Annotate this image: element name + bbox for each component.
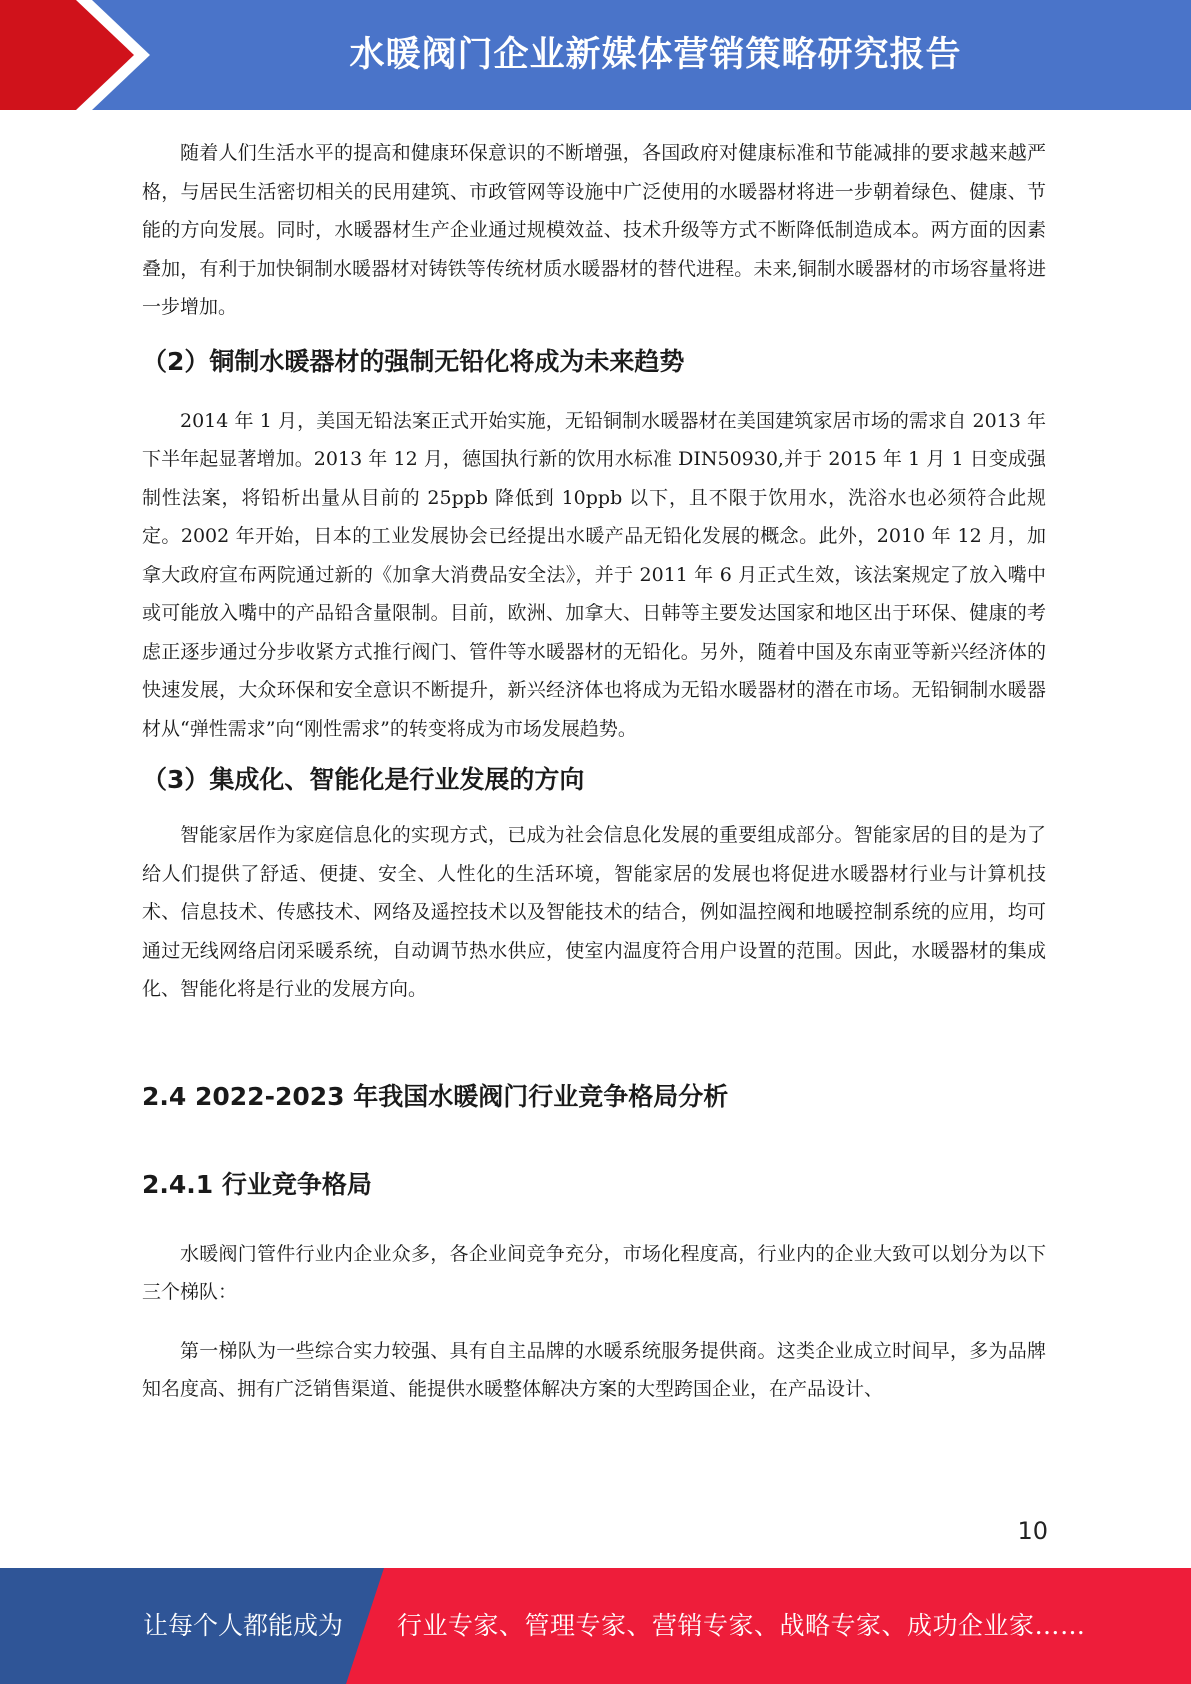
footer-slogan-left: 让每个人都能成为 xyxy=(143,1611,344,1640)
paragraph-lead-free: 2014 年 1 月，美国无铅法案正式开始实施，无铅铜制水暖器材在美国建筑家居市场的需求自 2013 年下半年起显著增加。2013 年 12 月，德国执行新的饮用水标准 DIN50930,并于 2015 年 1 月 1 日变成强制性法案，将铅析出量从目前的 25ppb 降低到 10ppb 以下，且不限于饮用水，洗浴水也必须符合此规定。2002 年开始，日本的工业发展协会已经提出水暖产品无铅化发展的概念。此外，2010 年 12 月，加拿大政府宣布两院通过新的《加拿大消费品安全法》，并于 2011 年 6 月正式生效，该法案规定了放入嘴中或可能放入嘴中的产品铅含量限制。目前，欧洲、加拿大、日韩等主要发达国家和地区出于环保、健康的考虑正逐步通过分步收紧方式推行阀门、管件等水暖器材的无铅化。另外，随着中国及东南亚等新兴经济体的快速发展，大众环保和安全意识不断提升，新兴经济体也将成为无铅水暖器材的潜在市场。无铅铜制水暖器材从“弹性需求”向“刚性需求”的转变将成为市场发展趋势。 xyxy=(142,409,1046,740)
page-content xyxy=(142,134,1046,1409)
chevron-red xyxy=(0,0,134,110)
header-chevron-icon xyxy=(0,0,150,110)
page-footer xyxy=(0,1568,1191,1684)
heading-lead-free-trend: （2）铜制水暖器材的强制无铅化将成为未来趋势 xyxy=(142,346,685,376)
heading-smart-integration: （3）集成化、智能化是行业发展的方向 xyxy=(142,765,585,794)
paragraph-market-outlook: 随着人们生活水平的提高和健康环保意识的不断增强，各国政府对健康标准和节能减排的要求越来越严格，与居民生活密切相关的民用建筑、市政管网等设施中广泛使用的水暖器材将进一步朝着绿色、健康、节能的方向发展。同时，水暖器材生产企业通过规模效益、技术升级等方式不断降低制造成本。两方面的因素叠加，有利于加快铜制水暖器材对铸铁等传统材质水暖器材的替代进程。未来,铜制水暖器材的市场容量将进一步增加。 xyxy=(142,142,1046,318)
page-number: 10 xyxy=(1017,1517,1048,1545)
paragraph-tiers-intro: 水暖阀门管件行业内企业众多，各企业间竞争充分，市场化程度高，行业内的企业大致可以划分为以下三个梯队： xyxy=(142,1242,1046,1303)
document-title: 水暖阀门企业新媒体营销策略研究报告 xyxy=(349,35,962,75)
page-header xyxy=(0,0,1191,110)
section-heading-competition-analysis: 2.4 2022-2023 年我国水暖阀门行业竞争格局分析 xyxy=(142,1081,729,1111)
paragraph-smart-home: 智能家居作为家庭信息化的实现方式，已成为社会信息化发展的重要组成部分。智能家居的目的是为了给人们提供了舒适、便捷、安全、人性化的生活环境，智能家居的发展也将促进水暖器材行业与计算机技术、信息技术、传感技术、网络及遥控技术以及智能技术的结合，例如温控阀和地暖控制系统的应用，均可通过无线网络启闭采暖系统，自动调节热水供应，使室内温度符合用户设置的范围。因此，水暖器材的集成化、智能化将是行业的发展方向。 xyxy=(142,824,1046,1000)
section-heading-competition-landscape: 2.4.1 行业竞争格局 xyxy=(142,1169,372,1199)
footer-slogan-right: 行业专家、管理专家、营销专家、战略专家、成功企业家…… xyxy=(397,1611,1086,1640)
paragraph-first-tier: 第一梯队为一些综合实力较强、具有自主品牌的水暖系统服务提供商。这类企业成立时间早，多为品牌知名度高、拥有广泛销售渠道、能提供水暖整体解决方案的大型跨国企业，在产品设计、 xyxy=(142,1339,1046,1400)
